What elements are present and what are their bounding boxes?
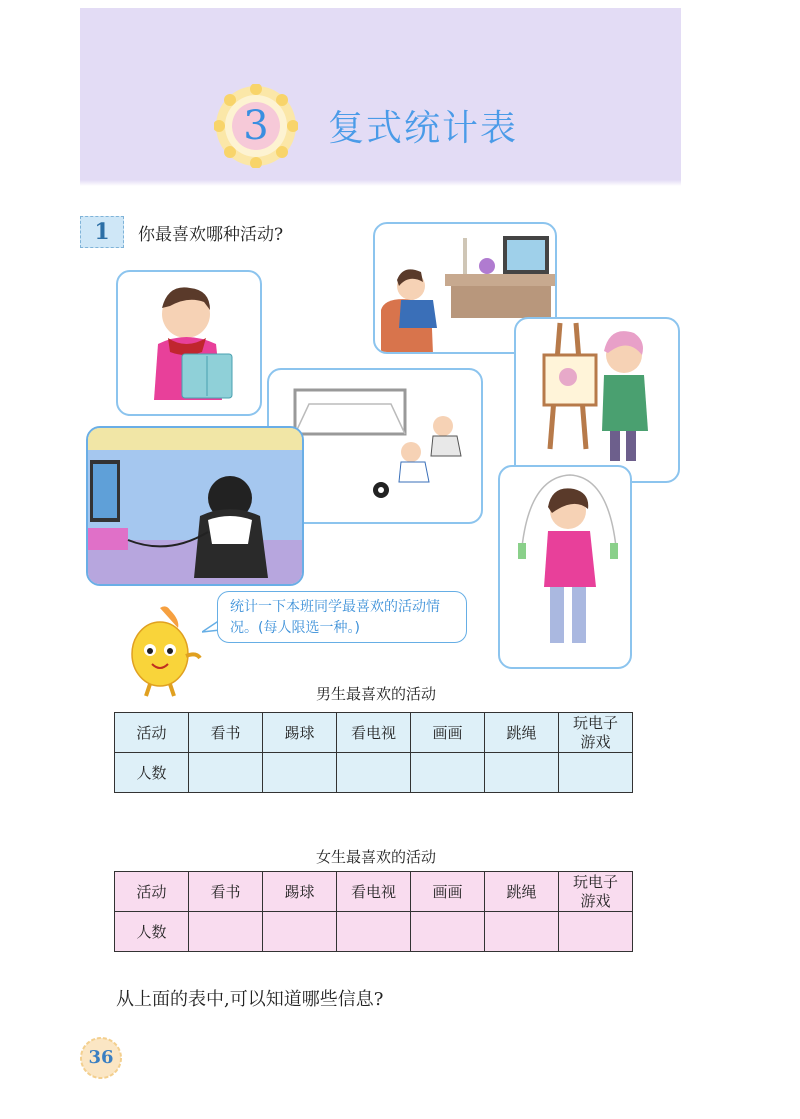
closing-question: 从上面的表中,可以知道哪些信息? [116,989,384,1010]
count-cell[interactable] [411,912,485,952]
illustration-painting [514,317,680,483]
table-row [115,912,633,952]
boys-activity-table [114,712,633,793]
question-number-badge: 1 [80,216,124,248]
count-cell[interactable] [263,753,337,793]
count-cell[interactable] [485,753,559,793]
header-cell: 踢球 [263,872,337,912]
header-cell: 画画 [411,713,485,753]
count-cell[interactable] [337,912,411,952]
count-cell[interactable] [485,912,559,952]
header-cell: 跳绳 [485,713,559,753]
table-header-row [115,713,633,753]
reading-child-icon [118,272,262,416]
illustration-jump-rope [498,465,632,669]
jump-rope-icon [500,467,632,669]
illustration-reading [116,270,262,416]
count-cell[interactable] [337,753,411,793]
count-cell[interactable] [189,753,263,793]
count-cell[interactable] [559,912,633,952]
illustration-video-game [86,426,304,586]
question-text: 你最喜欢哪种活动? [138,225,284,245]
count-cell[interactable] [263,912,337,952]
header-cell: 看电视 [337,872,411,912]
count-cell[interactable] [411,753,485,793]
page-number: 36 [88,1047,114,1068]
header-cell: 跳绳 [485,872,559,912]
unit-banner-fade [80,180,681,186]
header-cell: 活动 [115,713,189,753]
painting-child-icon [516,319,680,483]
speech-bubble: 统计一下本班同学最喜欢的活动情况。(每人限选一种。) [217,591,467,643]
header-cell: 玩电子游戏 [559,872,633,912]
count-cell[interactable] [559,753,633,793]
unit-banner [80,8,681,184]
boys-table-title: 男生最喜欢的活动 [315,685,436,703]
row-label-cell: 人数 [115,912,189,952]
header-cell: 活动 [115,872,189,912]
header-cell: 踢球 [263,713,337,753]
header-cell: 看书 [189,872,263,912]
count-cell[interactable] [189,912,263,952]
header-cell: 看电视 [337,713,411,753]
header-cell: 玩电子游戏 [559,713,633,753]
table-row [115,753,633,793]
table-header-row [115,872,633,912]
header-cell: 画画 [411,872,485,912]
unit-number: 3 [243,103,269,149]
header-cell: 看书 [189,713,263,753]
girls-table-title: 女生最喜欢的活动 [315,848,436,866]
row-label-cell: 人数 [115,753,189,793]
video-game-icon [88,428,304,586]
unit-title: 复式统计表 [328,108,519,149]
girls-activity-table [114,871,633,952]
